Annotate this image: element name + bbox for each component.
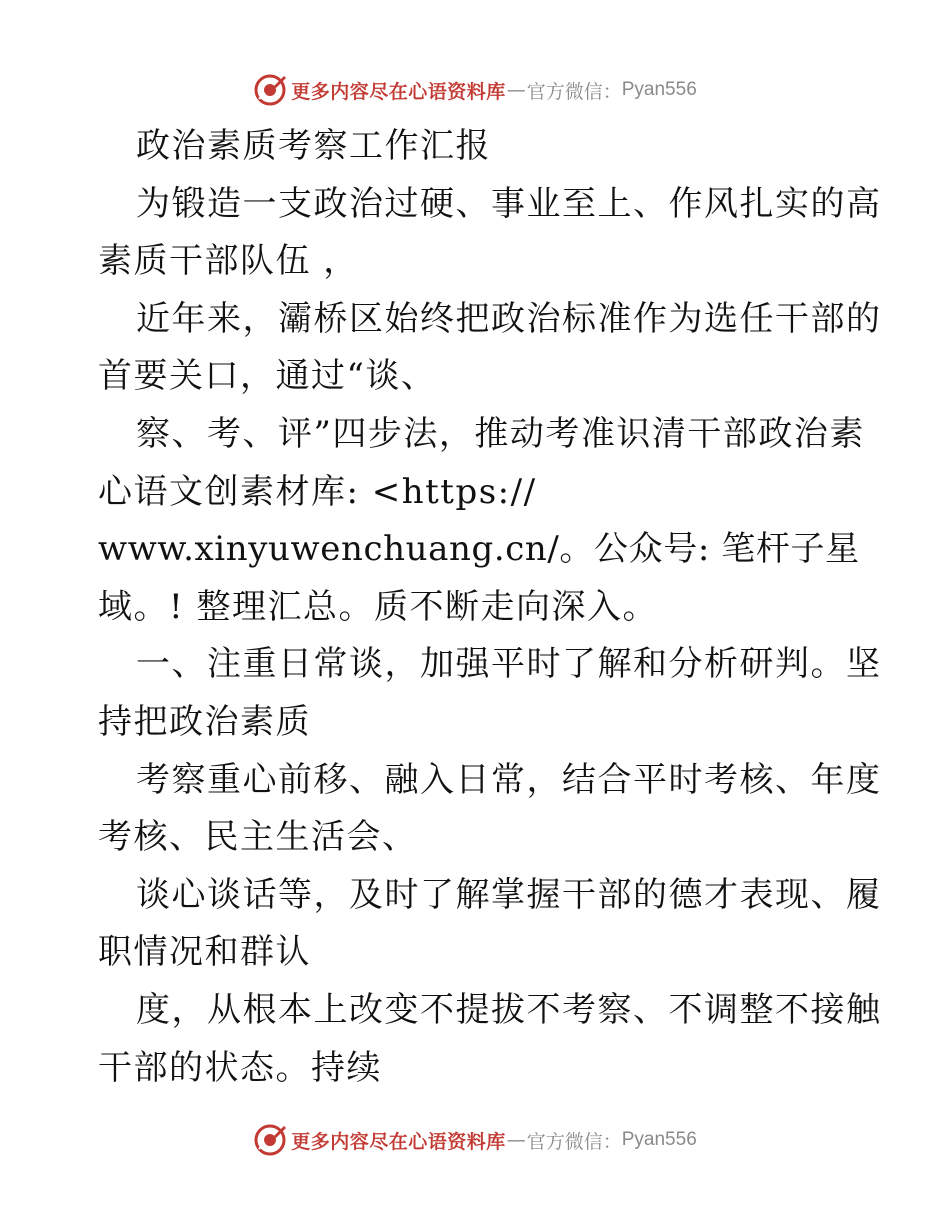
pen-logo-icon	[253, 1123, 287, 1157]
document-line: 考察重心前移、融入日常，结合平时考核、年度	[136, 759, 882, 800]
banner-brand-text: 更多内容尽在心语资料库	[291, 1130, 506, 1153]
document-line: www.xinyuwenchuang.cn/。公众号: 笔杆子星	[98, 529, 860, 570]
document-line: 域。! 整理汇总。质不断走向深入。	[98, 586, 658, 627]
banner-wechat-label: 官方微信：	[526, 80, 622, 103]
document-line: 首要关口，通过“谈、	[98, 356, 437, 397]
document-line: 考核、民主生活会、	[98, 817, 418, 858]
banner-wechat-id: Pyan556	[621, 79, 697, 100]
banner-wechat-label: 官方微信：	[526, 1130, 622, 1153]
banner-separator: —	[506, 1129, 526, 1151]
document-title: 政治素质考察工作汇报	[136, 126, 491, 166]
document-line: 干部的状态。持续	[98, 1047, 382, 1088]
document-body	[98, 118, 882, 1097]
pen-logo-icon	[253, 73, 287, 107]
header-banner	[0, 70, 950, 110]
document-line: 察、考、评”四步法，推动考准识清干部政治素	[136, 413, 865, 454]
document-line: 谈心谈话等，及时了解掌握干部的德才表现、履	[136, 874, 882, 915]
document-line: 职情况和群认	[98, 932, 311, 973]
document-line: 为锻造一支政治过硬、事业至上、作风扎实的高	[136, 183, 882, 224]
document-line: 心语文创素材库: <https://	[98, 471, 537, 512]
banner-wechat-id: Pyan556	[621, 1129, 697, 1150]
document-line: 度，从根本上改变不提拔不考察、不调整不接触	[136, 989, 882, 1030]
banner-separator: —	[506, 79, 526, 101]
document-line: 持把政治素质	[98, 701, 311, 742]
banner-brand-text: 更多内容尽在心语资料库	[291, 80, 506, 103]
document-line: 近年来，灞桥区始终把政治标准作为选任干部的	[136, 298, 882, 339]
section-heading-line: 一、注重日常谈，加强平时了解和分析研判。坚	[136, 644, 882, 685]
document-line: 素质干部队伍 ，	[98, 241, 359, 282]
footer-banner	[0, 1120, 950, 1160]
